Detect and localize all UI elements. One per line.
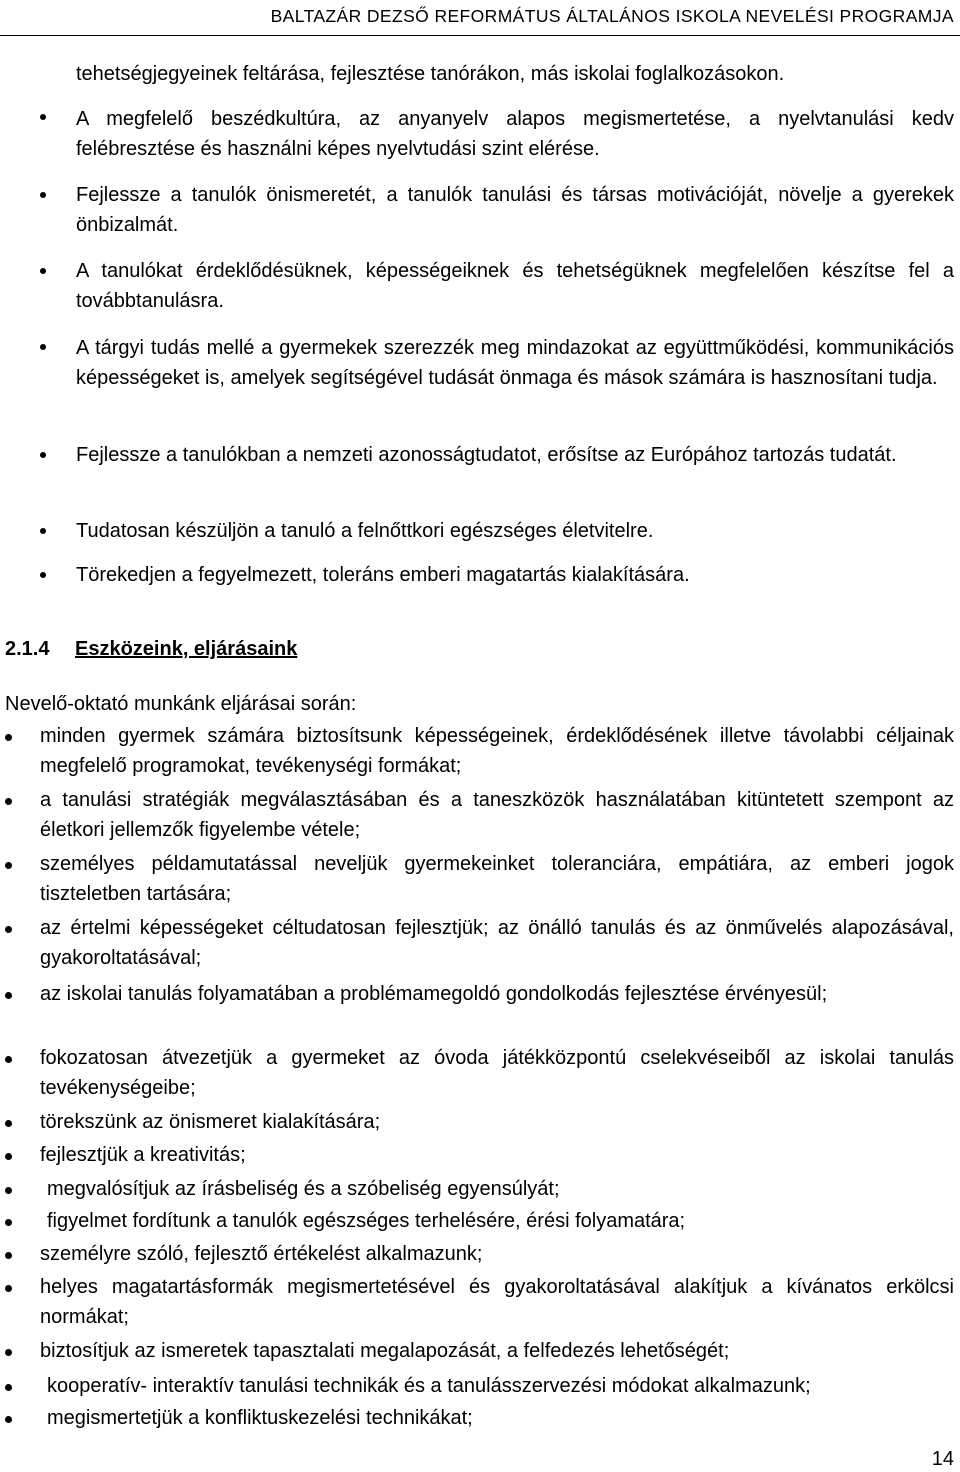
bullet-icon: [40, 452, 46, 458]
page-header: [0, 5, 960, 36]
header-title: BALTAZÁR DEZSŐ REFORMÁTUS ÁLTALÁNOS ISKOLA NEVELÉSI PROGRAMJA: [270, 6, 954, 26]
bullet-icon: [5, 1219, 12, 1226]
bullet-icon: [5, 1056, 12, 1063]
method-item: minden gyermek számára biztosítsunk képességeinek, érdeklődésének illetve távolabbi céljainak megfelelő programokat, tevékenységi formákat;: [40, 725, 954, 777]
section-title: Eszközeink, eljárásaink: [75, 638, 298, 660]
bullet-icon: [40, 572, 46, 578]
page-number: 14: [931, 1448, 954, 1470]
section-number: 2.1.4: [5, 638, 50, 660]
bullet-icon: [5, 734, 12, 741]
method-item: a tanulási stratégiák megválasztásában és a taneszközök használatában kitüntetett szempont az életkori jellemzők figyelembe vétele;: [40, 789, 954, 841]
bullet-icon: [40, 344, 46, 350]
method-item: törekszünk az önismeret kialakítására;: [40, 1111, 381, 1133]
bullet-icon: [5, 1153, 12, 1160]
bullet-icon: [40, 192, 46, 198]
section-heading: [5, 634, 297, 664]
intro-text: Nevelő-oktató munkánk eljárásai során:: [5, 693, 357, 715]
goal-item: Fejlessze a tanulók önismeretét, a tanulók tanulási és társas motivációját, növelje a gyerekek önbizalmát.: [76, 184, 954, 236]
bullet-icon: [5, 1252, 12, 1259]
method-item: kooperatív- interaktív tanulási technikák és a tanulásszervezési módokat alkalmazunk;: [47, 1375, 811, 1397]
bullet-icon: [5, 1285, 12, 1292]
goal-item: Törekedjen a fegyelmezett, toleráns emberi magatartás kialakítására.: [76, 564, 690, 586]
goal-item: Fejlessze a tanulókban a nemzeti azonosságtudatot, erősítse az Európához tartozás tudatát.: [76, 444, 897, 466]
method-item: fokozatosan átvezetjük a gyermeket az óvoda játékközpontú cselekvéseiből az iskolai tanulás tevékenységeibe;: [40, 1047, 954, 1099]
method-item: megismertetjük a konfliktuskezelési technikákat;: [47, 1407, 473, 1429]
method-item: személyes példamutatással neveljük gyermekeinket toleranciára, empátiára, az emberi jogok tiszteletben tartására;: [40, 853, 954, 905]
bullet-icon: [5, 1120, 12, 1127]
method-item: figyelmet fordítunk a tanulók egészséges terhelésére, érési folyamatára;: [47, 1210, 686, 1232]
goal-item: A megfelelő beszédkultúra, az anyanyelv alapos megismertetése, a nyelvtanulási kedv felébresztése és használni képes nyelvtudási szint elérése.: [76, 108, 954, 160]
method-item: biztosítjuk az ismeretek tapasztalati megalapozását, a felfedezés lehetőségét;: [40, 1340, 730, 1362]
method-item: megvalósítjuk az írásbeliség és a szóbeliség egyensúlyát;: [47, 1178, 560, 1200]
bullet-icon: [40, 528, 46, 534]
bullet-icon: [5, 1384, 12, 1391]
method-item: az értelmi képességeket céltudatosan fejlesztjük; az önálló tanulás és az önművelés alapozásával, gyakoroltatásával;: [40, 917, 954, 969]
method-item: az iskolai tanulás folyamatában a problémamegoldó gondolkodás fejlesztése érvényesül;: [40, 983, 828, 1005]
bullet-icon: [5, 862, 12, 869]
bullet-icon: [5, 1187, 12, 1194]
method-item: fejlesztjük a kreativitás;: [40, 1144, 246, 1166]
goal-item: A tanulókat érdeklődésüknek, képességeiknek és tehetségüknek megfelelően készítse fel a továbbtanulásra.: [76, 260, 954, 312]
bullet-icon: [5, 1416, 12, 1423]
bullet-icon: [5, 798, 12, 805]
bullet-icon: [5, 1349, 12, 1356]
bullet-icon: [40, 114, 46, 120]
continuation-text: tehetségjegyeinek feltárása, fejlesztése tanórákon, más iskolai foglalkozásokon.: [76, 63, 785, 85]
goal-item: A tárgyi tudás mellé a gyermekek szerezzék meg mindazokat az együttműködési, kommunikációs képességeket is, amelyek segítségével tudását önmaga és mások számára is hasznosítani tudja.: [76, 337, 954, 389]
bullet-icon: [5, 992, 12, 999]
goal-item: Tudatosan készüljön a tanuló a felnőttkori egészséges életvitelre.: [76, 520, 654, 542]
bullet-icon: [5, 926, 12, 933]
method-item: személyre szóló, fejlesztő értékelést alkalmazunk;: [40, 1243, 483, 1265]
method-item: helyes magatartásformák megismertetésével és gyakoroltatásával alakítjuk a kívánatos erkölcsi normákat;: [40, 1276, 954, 1328]
bullet-icon: [40, 268, 46, 274]
